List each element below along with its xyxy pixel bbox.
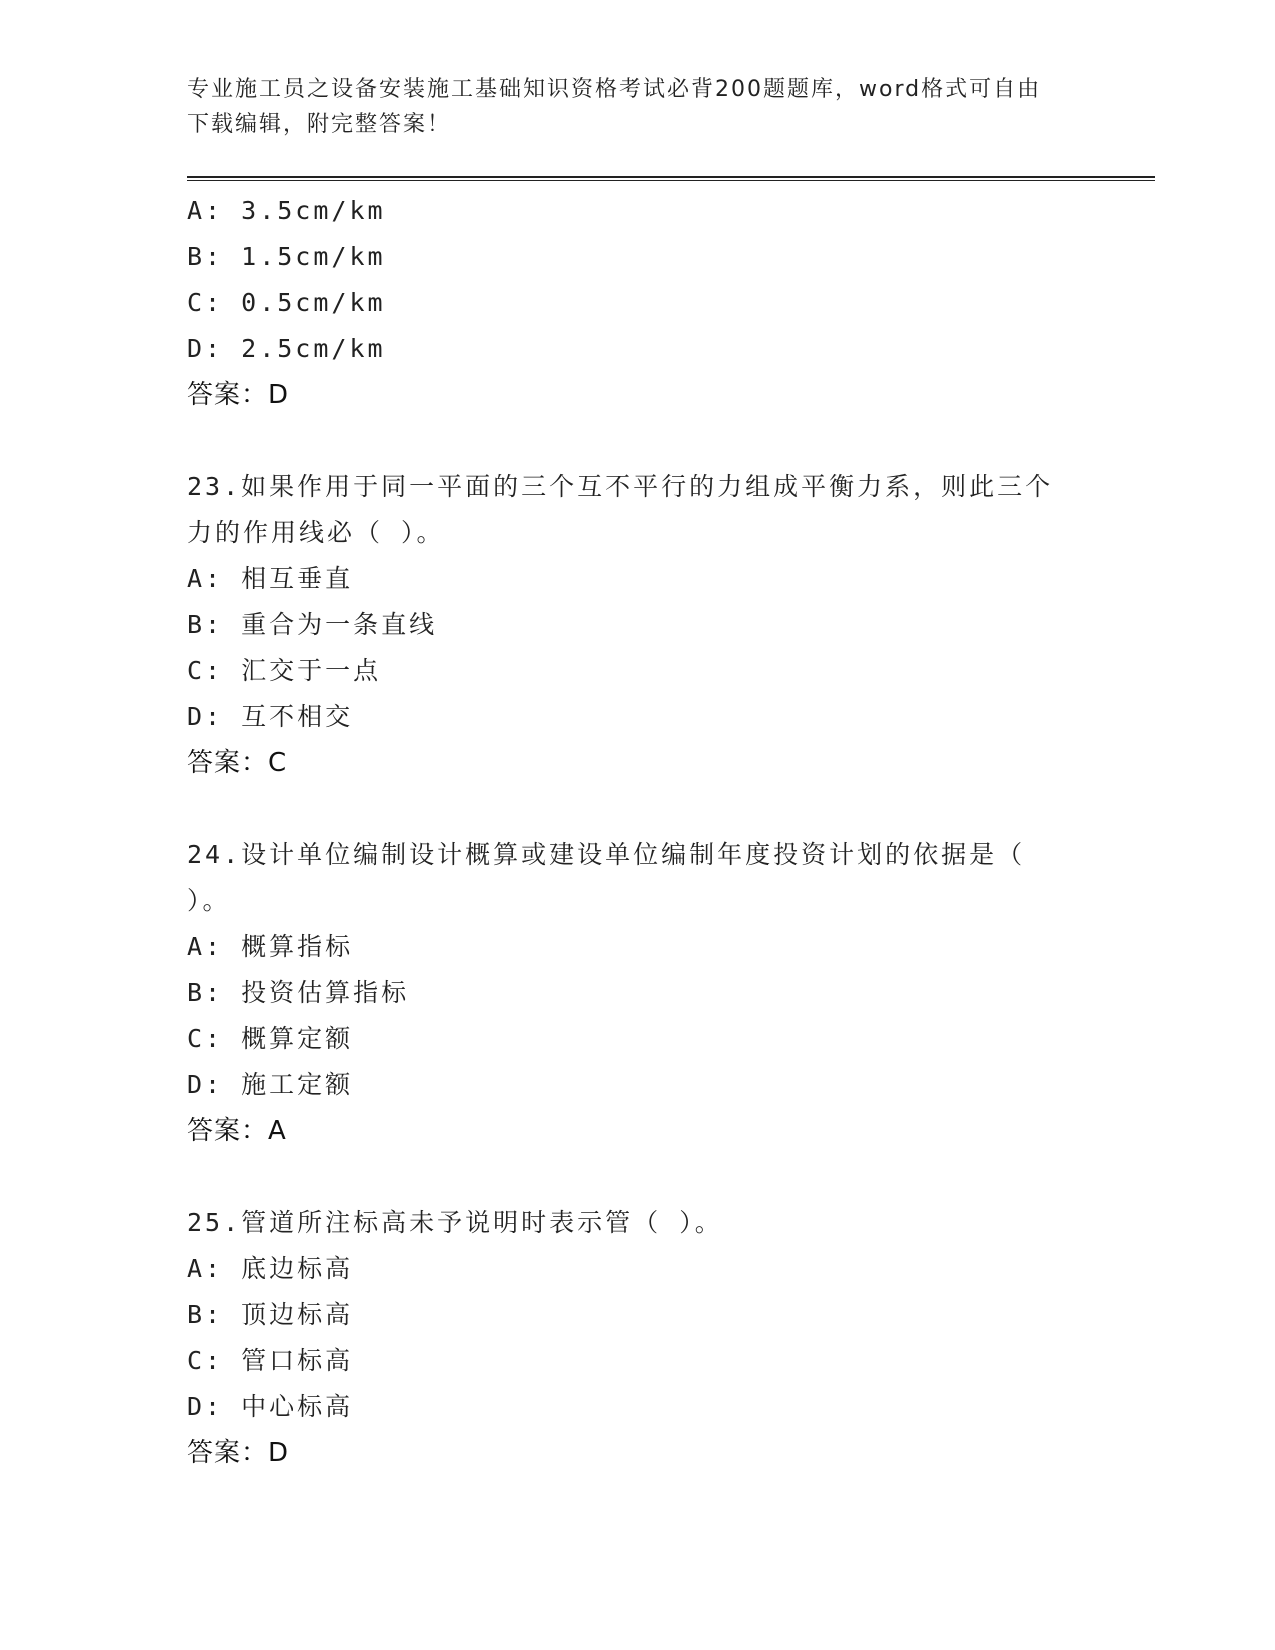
header-line-2: 下载编辑，附完整答案！ [187,112,452,137]
option-a: A: 相互垂直 [187,564,354,593]
option-c: C: 管口标高 [187,1346,354,1375]
answer: 答案：D [187,1438,290,1468]
option-d: D: 施工定额 [187,1070,354,1099]
question-stem-line-1: 24.设计单位编制设计概算或建设单位编制年度投资计划的依据是（ [187,840,1026,869]
option-b: B: 重合为一条直线 [187,610,438,639]
option-d: D: 互不相交 [187,702,354,731]
spacer [187,418,1087,464]
header-divider [187,176,1155,181]
option-b: B: 1.5cm/km [187,242,386,271]
spacer [187,1154,1087,1200]
option-a: A: 概算指标 [187,932,354,961]
document-header [187,72,1087,142]
question-stem-line-1: 23.如果作用于同一平面的三个互不平行的力组成平衡力系，则此三个 [187,472,1054,501]
option-c: C: 概算定额 [187,1024,354,1053]
answer: 答案：A [187,1116,287,1146]
option-b: B: 顶边标高 [187,1300,354,1329]
option-b: B: 投资估算指标 [187,978,410,1007]
option-d: D: 2.5cm/km [187,334,386,363]
option-c: C: 0.5cm/km [187,288,386,317]
question-22 [187,188,1087,418]
question-24 [187,832,1087,1154]
option-a: A: 底边标高 [187,1254,354,1283]
option-c: C: 汇交于一点 [187,656,382,685]
option-a: A: 3.5cm/km [187,196,386,225]
header-line-1: 专业施工员之设备安装施工基础知识资格考试必背200题题库，word格式可自由 [187,77,1042,102]
question-list [187,188,1087,1476]
answer: 答案：D [187,380,290,410]
option-d: D: 中心标高 [187,1392,354,1421]
answer: 答案：C [187,748,288,778]
question-stem-line-2: ）。 [187,886,231,915]
question-stem-line-1: 25.管道所注标高未予说明时表示管（ ）。 [187,1208,723,1237]
question-stem-line-2: 力的作用线必（ ）。 [187,518,445,547]
question-25 [187,1200,1087,1476]
question-23 [187,464,1087,786]
spacer [187,786,1087,832]
